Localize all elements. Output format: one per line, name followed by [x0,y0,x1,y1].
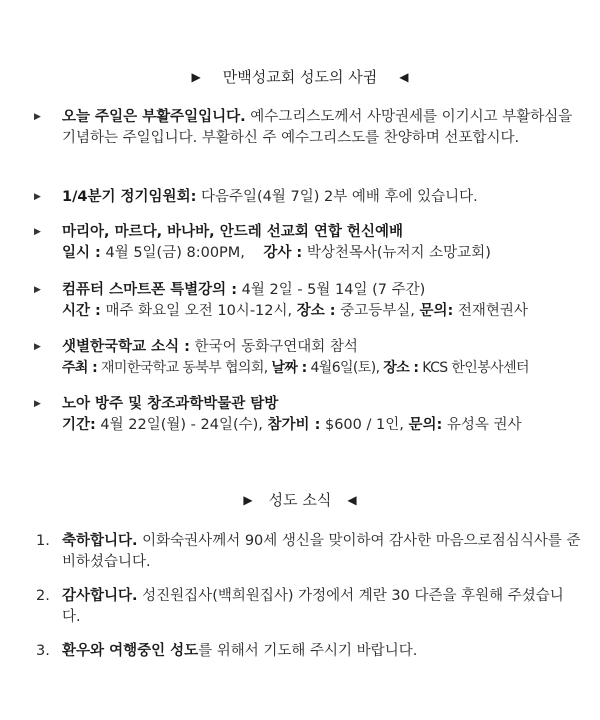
item-number: 2. [36,588,50,604]
item-label: 문의: [419,303,454,319]
item-heading: 1/4분기 정기임원회: [62,189,197,205]
list-item [62,187,582,208]
item-text: KCS 한인봉사센터 [418,360,529,376]
item-label: 장소 : [296,303,336,319]
item-text: 4월 22일(월) - 24일(수), [95,417,263,433]
item-text: 박상천목사(뉴저지 소망교회) [302,245,491,261]
item-heading: 마리아, 마르다, 바나바, 안드레 선교회 연합 헌신예배 [62,224,403,240]
item-heading: 감사합니다. [62,588,138,604]
item-text: 예수그리스도께서 사망권세를 이기시고 부활하심을 기념하는 주일입니다. 부활하신 주 예수그리스도를 찬양하며 선포합시다. [62,109,573,146]
item-label: 날짜 : [271,360,307,376]
section-header-church-news [0,66,600,87]
list-item [62,222,582,264]
bullet-icon: ▶ [34,399,41,409]
item-text: 를 위해서 기도해 주시기 바랍니다. [198,643,418,659]
item-text: 재미한국학교 동북부 협의회, [97,360,268,376]
item-text: 유성옥 권사 [442,417,522,433]
section-header-member-news [0,489,600,510]
list-item [62,586,582,628]
bullet-icon: ▶ [34,227,41,237]
item-label: 장소 : [383,360,419,376]
left-triangle-icon: ◀ [399,70,409,84]
item-text: 전재현권사 [453,303,528,319]
list-item [62,531,582,573]
item-text: $600 / 1인, [320,417,404,433]
list-item [62,641,582,662]
list-item [62,107,582,149]
list-item [62,337,582,379]
item-heading: 컴퓨터 스마트폰 특별강의 : [62,282,238,298]
section-title: 성도 소식 [268,491,332,509]
item-text: 중고등부실, [335,303,415,319]
right-triangle-icon: ▶ [243,493,253,507]
item-heading: 샛별한국학교 소식 : [62,339,190,355]
item-text: 4월 2일 - 5월 14일 (7 주간) [237,282,426,298]
left-triangle-icon: ◀ [347,493,357,507]
bullet-icon: ▶ [34,285,41,295]
item-heading: 축하합니다. [62,533,138,549]
item-text: 4월6일(토), [306,360,380,376]
item-text: 한국어 동화구연대회 참석 [189,339,358,355]
item-text: 다음주일(4월 7일) 2부 예배 후에 있습니다. [196,189,478,205]
item-text: 이화숙권사께서 90세 생신을 맞이하여 감사한 마음으로점심식사를 준비하셨습니다. [62,533,581,570]
item-heading: 노아 방주 및 창조과학박물관 탐방 [62,396,279,412]
item-text: 성진원집사(백희원집사) 가정에서 계란 30 다즌을 후원해 주셨습니다. [62,588,564,625]
item-label: 문의: [408,417,443,433]
section-title: 만백성교회 성도의 사귐 [222,68,378,86]
item-label: 시간 : [62,303,101,319]
list-item [62,394,582,436]
item-heading: 환우와 여행중인 성도 [62,643,199,659]
item-label: 기간: [62,417,96,433]
item-number: 3. [36,643,50,659]
item-label: 주최 : [62,360,98,376]
right-triangle-icon: ▶ [191,70,201,84]
list-item [62,280,582,322]
item-heading: 오늘 주일은 부활주일입니다. [62,109,246,125]
item-number: 1. [36,533,50,549]
item-label: 일시 : [62,245,101,261]
item-label: 참가비 : [267,417,321,433]
item-label: 강사 : [263,245,303,261]
bullet-icon: ▶ [34,112,41,122]
bullet-icon: ▶ [34,192,41,202]
item-text: 4월 5일(금) 8:00PM, [100,245,245,261]
item-text: 매주 화요일 오전 10시-12시, [100,303,293,319]
bullet-icon: ▶ [34,342,41,352]
